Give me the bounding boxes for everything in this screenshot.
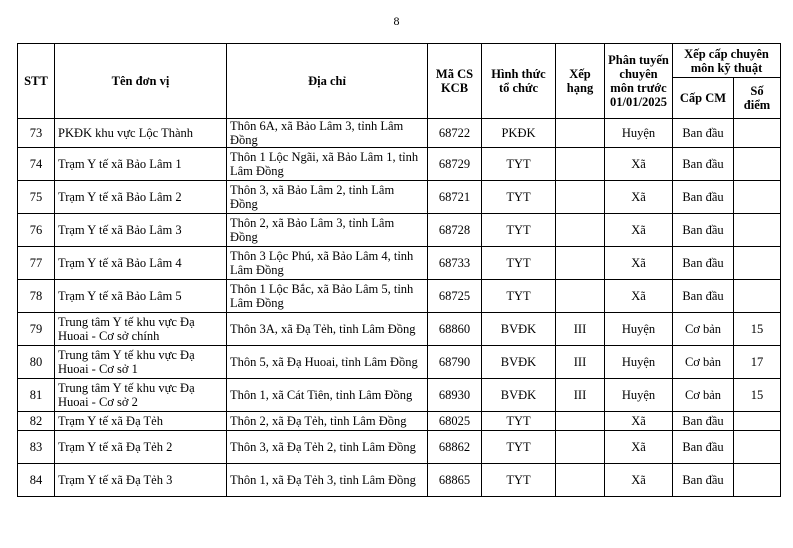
header-tier: Phân tuyến chuyên môn trước 01/01/2025 — [605, 44, 673, 119]
cell-tier: Xã — [605, 181, 673, 214]
table-row — [18, 464, 781, 497]
table-row — [18, 313, 781, 346]
cell-address: Thôn 3, xã Đạ Tẻh 2, tỉnh Lâm Đồng — [227, 431, 428, 464]
cell-tier: Huyện — [605, 346, 673, 379]
cell-level: Ban đầu — [673, 148, 734, 181]
cell-name: PKĐK khu vực Lộc Thành — [55, 119, 227, 148]
table-row — [18, 214, 781, 247]
table-row — [18, 247, 781, 280]
cell-rank — [556, 412, 605, 431]
cell-code: 68722 — [428, 119, 482, 148]
cell-rank — [556, 431, 605, 464]
cell-rank: III — [556, 313, 605, 346]
cell-rank: III — [556, 346, 605, 379]
cell-rank — [556, 119, 605, 148]
cell-name: Trạm Y tế xã Bảo Lâm 4 — [55, 247, 227, 280]
cell-address: Thôn 1 Lộc Ngãi, xã Bảo Lâm 1, tỉnh Lâm Đồng — [227, 148, 428, 181]
cell-name: Trạm Y tế xã Bảo Lâm 2 — [55, 181, 227, 214]
cell-form: TYT — [482, 280, 556, 313]
table-row — [18, 346, 781, 379]
cell-name: Trung tâm Y tế khu vực Đạ Huoai - Cơ sở chính — [55, 313, 227, 346]
cell-score — [734, 148, 781, 181]
cell-form: BVĐK — [482, 346, 556, 379]
cell-code: 68721 — [428, 181, 482, 214]
cell-code: 68728 — [428, 214, 482, 247]
cell-tier: Xã — [605, 412, 673, 431]
header-code: Mã CS KCB — [428, 44, 482, 119]
cell-form: TYT — [482, 214, 556, 247]
cell-name: Trạm Y tế xã Bảo Lâm 1 — [55, 148, 227, 181]
cell-tier: Huyện — [605, 119, 673, 148]
cell-form: TYT — [482, 181, 556, 214]
cell-level: Ban đầu — [673, 412, 734, 431]
header-name: Tên đơn vị — [55, 44, 227, 119]
cell-level: Ban đầu — [673, 214, 734, 247]
cell-name: Trạm Y tế xã Bảo Lâm 5 — [55, 280, 227, 313]
cell-form: PKĐK — [482, 119, 556, 148]
cell-score — [734, 214, 781, 247]
cell-address: Thôn 3A, xã Đạ Tẻh, tỉnh Lâm Đồng — [227, 313, 428, 346]
table-row — [18, 148, 781, 181]
table-row — [18, 412, 781, 431]
cell-form: BVĐK — [482, 313, 556, 346]
header-row-1 — [18, 44, 781, 78]
cell-stt: 81 — [18, 379, 55, 412]
cell-stt: 75 — [18, 181, 55, 214]
cell-stt: 77 — [18, 247, 55, 280]
cell-form: TYT — [482, 431, 556, 464]
cell-level: Ban đầu — [673, 431, 734, 464]
cell-code: 68025 — [428, 412, 482, 431]
cell-tier: Xã — [605, 247, 673, 280]
cell-form: TYT — [482, 464, 556, 497]
cell-stt: 80 — [18, 346, 55, 379]
cell-address: Thôn 5, xã Đạ Huoai, tỉnh Lâm Đồng — [227, 346, 428, 379]
cell-tier: Xã — [605, 464, 673, 497]
cell-address: Thôn 1 Lộc Bắc, xã Bảo Lâm 5, tỉnh Lâm Đồng — [227, 280, 428, 313]
cell-address: Thôn 3 Lộc Phú, xã Bảo Lâm 4, tỉnh Lâm Đồng — [227, 247, 428, 280]
cell-form: BVĐK — [482, 379, 556, 412]
cell-stt: 74 — [18, 148, 55, 181]
cell-rank: III — [556, 379, 605, 412]
cell-score — [734, 280, 781, 313]
cell-rank — [556, 464, 605, 497]
cell-form: TYT — [482, 247, 556, 280]
cell-level: Ban đầu — [673, 280, 734, 313]
cell-address: Thôn 1, xã Cát Tiên, tỉnh Lâm Đồng — [227, 379, 428, 412]
cell-score — [734, 181, 781, 214]
cell-stt: 76 — [18, 214, 55, 247]
table-row — [18, 181, 781, 214]
header-address: Địa chỉ — [227, 44, 428, 119]
facility-table — [17, 43, 781, 497]
page-number: 8 — [393, 14, 400, 28]
cell-tier: Xã — [605, 280, 673, 313]
cell-stt: 84 — [18, 464, 55, 497]
cell-rank — [556, 148, 605, 181]
cell-stt: 73 — [18, 119, 55, 148]
cell-score — [734, 464, 781, 497]
cell-score: 15 — [734, 379, 781, 412]
cell-tier: Huyện — [605, 379, 673, 412]
cell-name: Trạm Y tế xã Đạ Tẻh 3 — [55, 464, 227, 497]
cell-code: 68865 — [428, 464, 482, 497]
cell-tier: Xã — [605, 431, 673, 464]
cell-rank — [556, 247, 605, 280]
cell-score: 17 — [734, 346, 781, 379]
cell-name: Trung tâm Y tế khu vực Đạ Huoai - Cơ sở 2 — [55, 379, 227, 412]
table-body — [18, 119, 781, 497]
cell-score — [734, 412, 781, 431]
cell-stt: 82 — [18, 412, 55, 431]
cell-stt: 78 — [18, 280, 55, 313]
cell-tier: Xã — [605, 214, 673, 247]
table-row — [18, 280, 781, 313]
cell-address: Thôn 3, xã Bảo Lâm 2, tỉnh Lâm Đồng — [227, 181, 428, 214]
cell-name: Trạm Y tế xã Bảo Lâm 3 — [55, 214, 227, 247]
cell-tier: Huyện — [605, 313, 673, 346]
cell-form: TYT — [482, 148, 556, 181]
header-tech-group: Xếp cấp chuyên môn kỹ thuật — [673, 44, 781, 78]
cell-score — [734, 431, 781, 464]
cell-address: Thôn 6A, xã Bảo Lâm 3, tỉnh Lâm Đồng — [227, 119, 428, 148]
table-row — [18, 431, 781, 464]
cell-level: Cơ bản — [673, 346, 734, 379]
cell-tier: Xã — [605, 148, 673, 181]
cell-rank — [556, 280, 605, 313]
cell-stt: 79 — [18, 313, 55, 346]
cell-rank — [556, 181, 605, 214]
header-level: Cấp CM — [673, 78, 734, 119]
cell-level: Ban đầu — [673, 247, 734, 280]
cell-level: Cơ bản — [673, 313, 734, 346]
cell-address: Thôn 2, xã Đạ Tẻh, tỉnh Lâm Đồng — [227, 412, 428, 431]
cell-address: Thôn 2, xã Bảo Lâm 3, tỉnh Lâm Đồng — [227, 214, 428, 247]
cell-form: TYT — [482, 412, 556, 431]
cell-code: 68729 — [428, 148, 482, 181]
table-row — [18, 379, 781, 412]
cell-code: 68930 — [428, 379, 482, 412]
header-score: Số điểm — [734, 78, 781, 119]
cell-name: Trạm Y tế xã Đạ Tẻh 2 — [55, 431, 227, 464]
cell-level: Ban đầu — [673, 119, 734, 148]
cell-code: 68860 — [428, 313, 482, 346]
cell-rank — [556, 214, 605, 247]
cell-address: Thôn 1, xã Đạ Tẻh 3, tỉnh Lâm Đồng — [227, 464, 428, 497]
cell-score — [734, 119, 781, 148]
cell-level: Ban đầu — [673, 464, 734, 497]
table-row — [18, 119, 781, 148]
cell-code: 68862 — [428, 431, 482, 464]
cell-code: 68790 — [428, 346, 482, 379]
cell-code: 68733 — [428, 247, 482, 280]
cell-level: Ban đầu — [673, 181, 734, 214]
cell-score — [734, 247, 781, 280]
header-stt: STT — [18, 44, 55, 119]
cell-score: 15 — [734, 313, 781, 346]
cell-name: Trạm Y tế xã Đạ Tẻh — [55, 412, 227, 431]
cell-code: 68725 — [428, 280, 482, 313]
header-rank: Xếp hạng — [556, 44, 605, 119]
cell-stt: 83 — [18, 431, 55, 464]
cell-name: Trung tâm Y tế khu vực Đạ Huoai - Cơ sở 1 — [55, 346, 227, 379]
header-form: Hình thức tổ chức — [482, 44, 556, 119]
cell-level: Cơ bản — [673, 379, 734, 412]
